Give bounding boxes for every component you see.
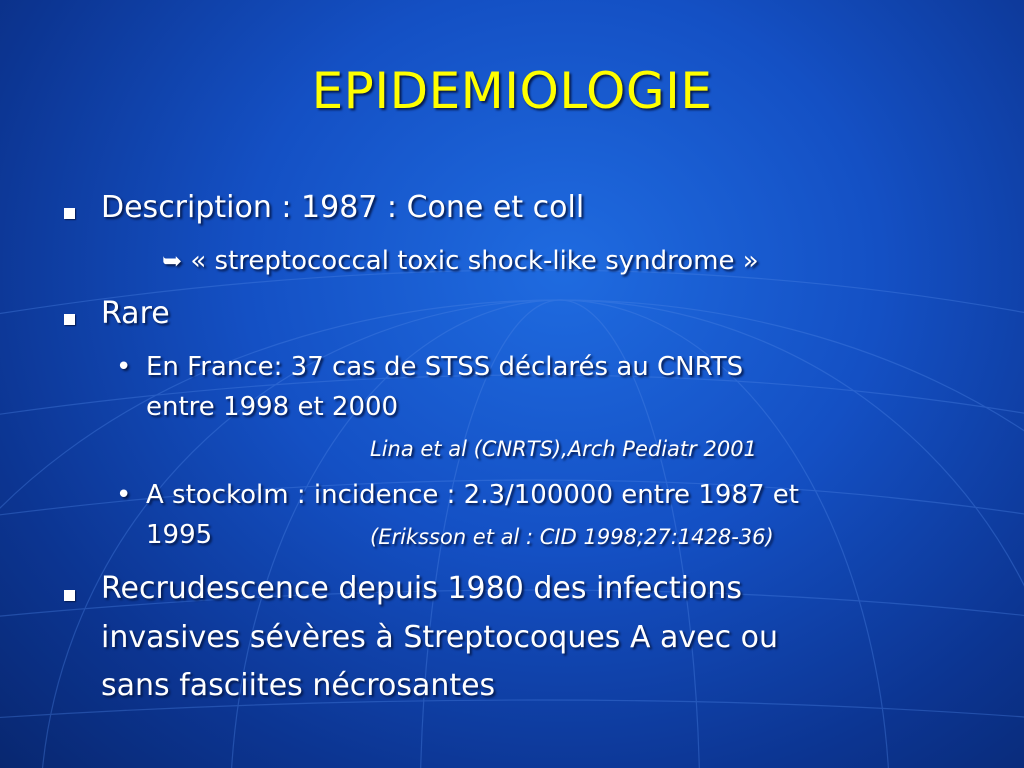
bullet-description: Description : 1987 : Cone et coll: [101, 190, 585, 225]
syndrome-text: « streptococcal toxic shock-like syndrome »: [190, 246, 759, 276]
square-bullet-icon: [64, 314, 75, 325]
recrudescence-line-1: Recrudescence depuis 1980 des infections: [101, 571, 742, 606]
france-line-1: En France: 37 cas de STSS déclarés au CNRTS: [146, 352, 744, 382]
square-bullet-icon: [64, 590, 75, 601]
square-bullet-icon: [64, 208, 75, 219]
round-bullet-icon: •: [116, 352, 132, 382]
stockholm-line-1: A stockolm : incidence : 2.3/100000 entre 1987 et: [146, 480, 799, 510]
curved-arrow-icon: ➥: [162, 247, 183, 275]
france-line-2: entre 1998 et 2000: [146, 392, 399, 422]
stockholm-reference: (Eriksson et al : CID 1998;27:1428-36): [370, 525, 774, 549]
bullet-rare: Rare: [101, 296, 170, 331]
slide-title: EPIDEMIOLOGIE: [311, 62, 713, 120]
round-bullet-icon: •: [116, 480, 132, 510]
sub-item-syndrome: [162, 246, 759, 276]
recrudescence-line-2: invasives sévères à Streptocoques A avec ou: [101, 620, 779, 655]
stockholm-line-2: 1995: [146, 520, 213, 550]
recrudescence-line-3: sans fasciites nécrosantes: [101, 668, 496, 703]
france-reference: Lina et al (CNRTS),Arch Pediatr 2001: [370, 437, 757, 461]
